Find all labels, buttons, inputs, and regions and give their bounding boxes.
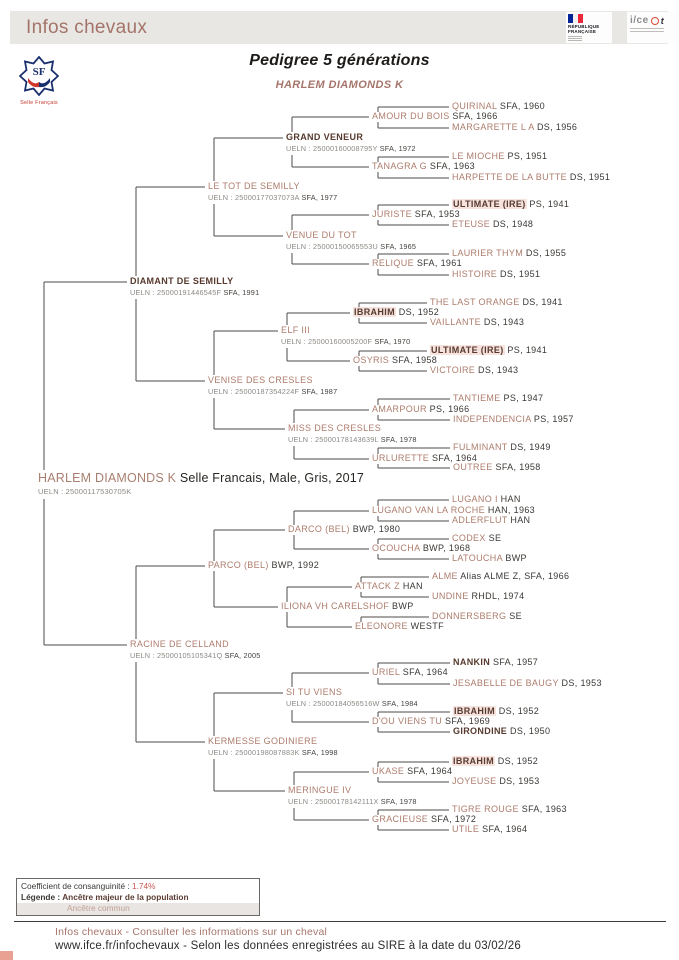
pedigree-node: [430, 345, 547, 356]
horse-name: THE LAST ORANGE: [430, 297, 520, 307]
horse-ueln-line: [208, 387, 337, 396]
horse-name: VICTOIRE: [430, 365, 476, 375]
ueln-number: UELN : 25000178143639L: [288, 435, 379, 444]
coefficient-row: [17, 881, 259, 892]
horse-name: QUIRINAL: [452, 101, 497, 111]
pedigree-node: [130, 639, 261, 660]
horse-registry-year: DS, 1949: [507, 442, 551, 452]
horse-ueln-line: [130, 288, 259, 297]
horse-name: SI TU VIENS: [286, 687, 343, 697]
horse-registry-year: SFA, 1958: [389, 355, 438, 365]
rf-logo-line2: FRANÇAISE: [568, 29, 597, 34]
registry-year: SFA, 1998: [299, 748, 338, 757]
horse-registry-year: SFA, 1958: [492, 462, 541, 472]
horse-name: UKASE: [372, 766, 405, 776]
horse-name: OUTREE: [453, 462, 493, 472]
ueln-number: UELN : 25000177037073A: [208, 193, 300, 202]
pedigree-node: [208, 736, 338, 757]
horse-registry-year: SFA, 1963: [427, 161, 476, 171]
horse-name: IBRAHIM: [354, 307, 395, 317]
pedigree-node: [452, 515, 530, 526]
ueln-number: UELN : 25000117530705K: [38, 487, 132, 496]
horse-registry-year: SFA, 1966: [449, 111, 498, 121]
horse-name: UTILE: [452, 824, 480, 834]
pedigree-node: [452, 151, 547, 162]
horse-ueln-line: [288, 797, 417, 806]
pedigree-node: [372, 161, 475, 172]
pedigree-node: [453, 726, 550, 737]
horse-registry-year: SFA, 1964: [404, 766, 453, 776]
horse-registry-year: BWP: [502, 553, 527, 563]
horse-registry-year: PS, 1957: [531, 414, 574, 424]
horse-registry-year: PS, 1941: [504, 345, 548, 355]
pedigree-node: [430, 365, 518, 376]
horse-name: TIGRE ROUGE: [452, 804, 519, 814]
horse-name: URLURETTE: [372, 453, 430, 463]
horse-name: ETEUSE: [452, 219, 491, 229]
sf-logo-caption: Selle Français: [20, 100, 58, 106]
ueln-number: UELN : 25000191446545F: [130, 288, 222, 297]
horse-registry-year: DS, 1951: [567, 172, 611, 182]
pedigree-node: [372, 111, 498, 122]
horse-registry-year: DS, 1952: [395, 307, 440, 317]
horse-name: VAILLANTE: [430, 317, 482, 327]
horse-name: LAURIER THYM: [452, 248, 524, 258]
pedigree-node: [38, 471, 364, 496]
horse-registry-year: SFA, 1953: [411, 209, 460, 219]
pedigree-node: [452, 199, 569, 210]
horse-registry-year: SFA, 1961: [413, 258, 462, 268]
pedigree-node: [372, 766, 452, 777]
pedigree-node: [286, 132, 416, 153]
pedigree-node: [208, 560, 319, 571]
pedigree-node: [452, 553, 527, 564]
horse-registry-year: SFA, 1960: [496, 101, 546, 111]
ueln-number: UELN : 25000105105341Q: [130, 651, 223, 660]
pedigree-node: [453, 442, 551, 453]
pedigree-node: [288, 785, 417, 806]
horse-name: GRAND VENEUR: [286, 132, 364, 142]
svg-text:SF: SF: [32, 66, 46, 78]
ueln-number: UELN : 25000187354224F: [208, 387, 300, 396]
horse-name: D'OU VIENS TU: [372, 716, 443, 726]
pedigree-node: [355, 581, 423, 592]
registry-year: SFA, 1965: [378, 242, 417, 251]
pedigree-node: [432, 571, 569, 582]
horse-name: ELF III: [281, 325, 310, 335]
horse-name: HARPETTE DE LA BUTTE: [452, 172, 568, 182]
registry-year: SFA, 1972: [377, 144, 416, 153]
pedigree-node: [372, 667, 448, 678]
horse-registry-year: DS, 1953: [496, 776, 540, 786]
ifce-horse-icon: t: [660, 15, 664, 26]
horse-registry-year: WESTF: [407, 621, 444, 631]
pedigree-node: [453, 462, 541, 473]
horse-registry-year: DS, 1948: [490, 219, 534, 229]
horse-registry-year: DS, 1952: [495, 706, 540, 716]
horse-name: AMOUR DU BOIS: [372, 111, 450, 121]
pedigree-node: [208, 375, 337, 396]
pedigree-node: [453, 657, 538, 668]
horse-name: RELIQUE: [372, 258, 414, 268]
horse-name: DIAMANT DE SEMILLY: [130, 276, 234, 286]
pedigree-node: [372, 258, 462, 269]
rf-logo-line1: RÉPUBLIQUE: [568, 24, 600, 29]
horse-name: LUGANO I: [452, 494, 498, 504]
pedigree-node: [452, 122, 577, 133]
horse-name: ATTACK Z: [355, 581, 400, 591]
horse-registry-year: SFA, 1963: [518, 804, 567, 814]
horse-registry-year: BWP: [389, 601, 414, 611]
horse-registry-year: HAN: [507, 515, 531, 525]
pedigree-node: [452, 824, 527, 835]
pedigree-node: [452, 248, 566, 259]
horse-registry-year: SFA, 1964: [429, 453, 478, 463]
horse-name: DARCO (BEL): [288, 524, 350, 534]
pedigree-node: [452, 172, 610, 183]
coefficient-value: 1.74%: [132, 881, 156, 891]
horse-name: VENISE DES CRESLES: [208, 375, 313, 385]
horse-name: URIEL: [372, 667, 400, 677]
coefficient-label: Coefficient de consanguinité :: [21, 881, 133, 891]
horse-registry-year: PS, 1947: [500, 393, 544, 403]
legend-major-row: [17, 892, 259, 903]
horse-name: TANAGRA G: [372, 161, 427, 171]
horse-name: MARGARETTE L A: [452, 122, 535, 132]
horse-name: UNDINE: [432, 591, 469, 601]
horse-name: JOYEUSE: [452, 776, 497, 786]
horse-name: GRACIEUSE: [372, 814, 429, 824]
ueln-number: UELN : 25000150065553U: [286, 242, 379, 251]
horse-name: LE MIOCHE: [452, 151, 505, 161]
page-title: Pedigree 5 générations: [249, 52, 430, 69]
horse-title: HARLEM DIAMONDS K: [275, 79, 404, 91]
horse-name: HARLEM DIAMONDS K: [38, 471, 177, 485]
pedigree-node: [452, 756, 538, 767]
pedigree-node: [353, 355, 437, 366]
horse-registry-year: DS, 1955: [523, 248, 567, 258]
horse-name: AMARPOUR: [372, 404, 427, 414]
footer-divider: [14, 921, 666, 922]
registry-year: SFA, 1978: [378, 435, 417, 444]
horse-name: ULTIMATE (IRE): [431, 345, 504, 355]
horse-registry-year: SFA, 1957: [490, 657, 539, 667]
pedigree-node: [353, 307, 439, 318]
app-title: Infos chevaux: [26, 17, 148, 38]
horse-registry-year: SE: [485, 533, 502, 543]
horse-registry-year: PS, 1951: [504, 151, 548, 161]
horse-registry-year: DS, 1952: [494, 756, 539, 766]
pedigree-node: [452, 269, 540, 280]
horse-name: FULMINANT: [453, 442, 508, 452]
horse-name: CODEX: [452, 533, 486, 543]
horse-registry-year: PS, 1941: [526, 199, 570, 209]
horse-name: RACINE DE CELLAND: [130, 639, 229, 649]
horse-name: TANTIEME: [453, 393, 501, 403]
ueln-number: UELN : 25000178142111X: [288, 797, 379, 806]
horse-name: KERMESSE GODINIERE: [208, 736, 318, 746]
horse-registry-year: DS, 1943: [481, 317, 525, 327]
horse-name: MISS DES CRESLES: [288, 423, 382, 433]
horse-registry-year: RHDL, 1974: [468, 591, 525, 601]
horse-name: IBRAHIM: [453, 756, 494, 766]
pedigree-node: [286, 230, 416, 251]
horse-ueln-line: [288, 435, 417, 444]
horse-registry-year: SFA, 1969: [442, 716, 491, 726]
legend-common-ancestor: Ancêtre commun: [17, 903, 259, 915]
horse-registry-year: SE: [506, 611, 522, 621]
ueln-number: UELN : 25000184056516W: [286, 699, 380, 708]
pedigree-node: [452, 776, 540, 787]
horse-ueln-line: [208, 748, 338, 757]
horse-name: IBRAHIM: [454, 706, 495, 716]
pedigree-node: [208, 181, 337, 202]
horse-name: HISTOIRE: [452, 269, 498, 279]
horse-ueln-line: [286, 242, 416, 251]
registry-year: SFA, 1991: [221, 288, 260, 297]
horse-name: OSYRIS: [353, 355, 390, 365]
horse-name: MERINGUE IV: [288, 785, 352, 795]
registry-year: SFA, 2005: [222, 651, 261, 660]
pedigree-node: [288, 423, 417, 444]
horse-name: OCOUCHA: [372, 543, 420, 553]
horse-name: INDEPENDENCIA: [453, 414, 532, 424]
horse-ueln-line: [208, 193, 337, 202]
pedigree-node: [430, 297, 563, 308]
horse-registry-year: DS, 1950: [507, 726, 551, 736]
horse-registry-year: Alias ALME Z, SFA, 1966: [457, 571, 570, 581]
horse-name: ELEONORE: [355, 621, 408, 631]
horse-registry-year: BWP, 1992: [268, 560, 320, 570]
horse-registry-year: BWP, 1980: [349, 524, 401, 534]
ueln-number: UELN : 25000160005200F: [281, 337, 373, 346]
horse-name: JURISTE: [372, 209, 412, 219]
ifce-wordmark: i/ce: [630, 15, 649, 26]
horse-registry-year: Selle Francais, Male, Gris, 2017: [176, 471, 365, 485]
horse-name: JESABELLE DE BAUGY: [453, 678, 559, 688]
horse-name: ADLERFLUT: [452, 515, 508, 525]
pedigree-node: [130, 276, 259, 297]
registry-year: SFA, 1984: [379, 699, 418, 708]
horse-registry-year: BWP, 1968: [419, 543, 471, 553]
ueln-number: UELN : 25000198087883K: [208, 748, 300, 757]
registry-year: SFA, 1987: [299, 387, 338, 396]
pedigree-node: [432, 611, 522, 622]
horse-registry-year: PS, 1966: [426, 404, 470, 414]
horse-registry-year: HAN, 1963: [485, 505, 536, 515]
legend-label: Légende :: [21, 891, 63, 902]
horse-registry-year: DS, 1953: [558, 678, 602, 688]
horse-ueln-line: [286, 699, 418, 708]
horse-name: LUGANO VAN LA ROCHE: [372, 505, 486, 515]
horse-registry-year: DS, 1941: [519, 297, 563, 307]
horse-name: ULTIMATE (IRE): [453, 199, 526, 209]
registry-year: SFA, 1978: [378, 797, 417, 806]
horse-name: DONNERSBERG: [432, 611, 507, 621]
pedigree-node: [286, 687, 418, 708]
pedigree-node: [453, 393, 543, 404]
horse-ueln-line: [286, 144, 416, 153]
horse-name: ILIONA VH CARELSHOF: [281, 601, 390, 611]
horse-name: LE TOT DE SEMILLY: [208, 181, 300, 191]
pedigree-node: [281, 325, 410, 346]
horse-ueln-line: [38, 487, 364, 496]
pedigree-node: [453, 678, 602, 689]
horse-name: LATOUCHA: [452, 553, 503, 563]
pedigree-node: [372, 209, 460, 220]
horse-registry-year: HAN: [497, 494, 521, 504]
pedigree-node: [288, 524, 400, 535]
pedigree-node: [281, 601, 414, 612]
pedigree-node: [452, 219, 533, 230]
pedigree-node: [452, 494, 521, 505]
pedigree-node: [453, 414, 574, 425]
registry-year: SFA, 1977: [299, 193, 338, 202]
pedigree-node: [432, 591, 525, 602]
registry-year: SFA, 1970: [372, 337, 411, 346]
horse-name: PARCO (BEL): [208, 560, 269, 570]
horse-registry-year: HAN: [399, 581, 423, 591]
page-corner-mark: [0, 951, 13, 960]
horse-registry-year: SFA, 1972: [428, 814, 477, 824]
footer-url-line: www.ifce.fr/infochevaux - Selon les données enregistrées au SIRE à la date du 03/02/26: [55, 940, 521, 952]
horse-name: GIRONDINE: [453, 726, 508, 736]
pedigree-node: [430, 317, 524, 328]
horse-name: ALME: [432, 571, 458, 581]
horse-name: NANKIN: [453, 657, 491, 667]
ueln-number: UELN : 25000160008795Y: [286, 144, 378, 153]
horse-registry-year: SFA, 1964: [399, 667, 448, 677]
horse-name: VENUE DU TOT: [286, 230, 357, 240]
horse-registry-year: DS, 1956: [534, 122, 578, 132]
horse-ueln-line: [281, 337, 410, 346]
legend-box: [16, 878, 260, 916]
legend-major-ancestor: Ancêtre majeur de la population: [62, 891, 189, 902]
horse-registry-year: SFA, 1964: [479, 824, 528, 834]
pedigree-node: [355, 621, 444, 632]
horse-registry-year: DS, 1943: [475, 365, 519, 375]
footer-service-line: Infos chevaux - Consulter les informations sur un cheval: [55, 926, 328, 938]
horse-registry-year: DS, 1951: [497, 269, 541, 279]
horse-ueln-line: [130, 651, 261, 660]
